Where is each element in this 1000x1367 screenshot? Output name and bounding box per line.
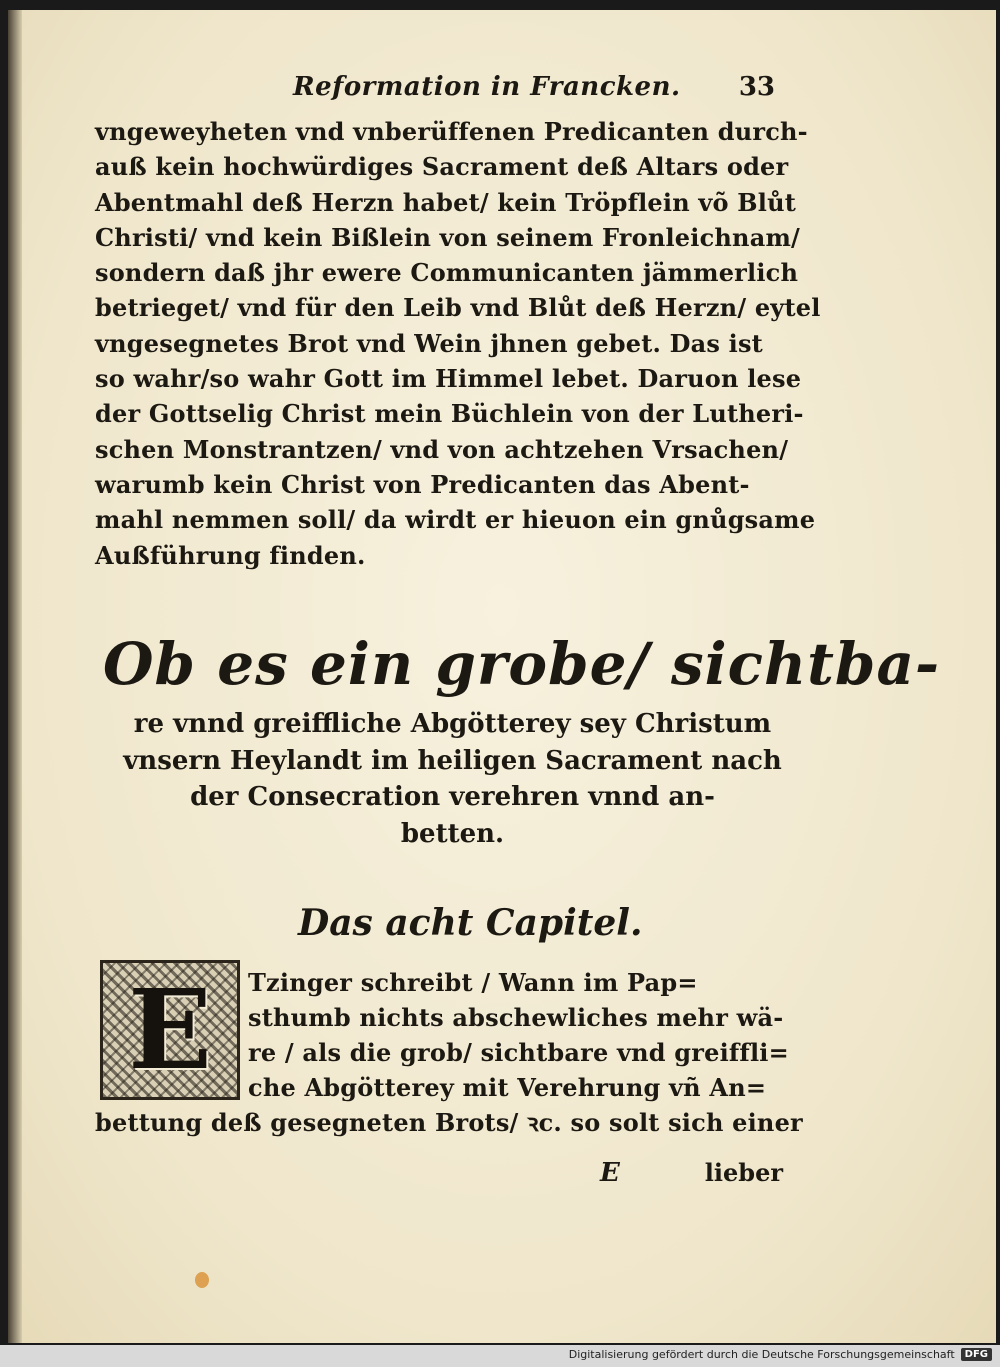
- heading-line: vnsern Heylandt im heiligen Sacrament nach: [123, 745, 782, 776]
- text-line: schen Monstrantzen/ vnd von achtzehen Vrsachen/: [95, 434, 789, 464]
- credit-text: Digitalisierung gefördert durch die Deutsche Forschungsgemeinschaft: [568, 1348, 955, 1361]
- section-heading: [95, 622, 941, 852]
- book-page: [8, 10, 996, 1343]
- text-line: mahl nemmen soll/ da wirdt er hieuon ein gnůgsame: [95, 505, 816, 535]
- chapter-paragraph: [248, 965, 808, 1105]
- text-line: re / als die grob/ sichtbare vnd greiffli=: [248, 1038, 789, 1067]
- body-paragraph: [95, 114, 821, 573]
- text-line: auß kein hochwürdiges Sacrament deß Altars oder: [95, 152, 789, 182]
- text-line: Außführung finden.: [95, 540, 366, 570]
- page-number: 33: [738, 72, 775, 102]
- text-line: Abentmahl deß Herzn habet/ kein Tröpflein võ Blůt: [95, 187, 797, 217]
- page-gutter: [8, 10, 22, 1343]
- text-line: vngesegnetes Brot vnd Wein jhnen gebet. Das ist: [95, 328, 763, 358]
- page-footer-line: [95, 1158, 795, 1198]
- running-head: Reformation in Francken.: [293, 72, 681, 102]
- signature-mark: E: [600, 1158, 620, 1188]
- funding-credit: [569, 1348, 992, 1361]
- text-line: betrieget/ vnd für den Leib vnd Blůt deß Herzn/ eytel: [95, 293, 821, 323]
- text-line: sthumb nichts abschewliches mehr wä-: [248, 1003, 784, 1032]
- heading-line: re vnnd greiffliche Abgötterey sey Christum: [133, 709, 772, 739]
- heading-large-line: Ob es ein grobe/ sichtba-: [103, 630, 941, 698]
- chapter-title: Das acht Capitel.: [298, 902, 643, 944]
- text-line: vngeweyheten vnd vnberüffenen Predicanten durch-: [95, 117, 808, 146]
- chapter-paragraph-continued: [95, 1105, 810, 1140]
- paper-stain: [195, 1272, 209, 1288]
- initial-letter: E: [128, 965, 212, 1094]
- heading-line: betten.: [400, 818, 505, 849]
- heading-line: der Consecration verehren vnnd an-: [190, 782, 715, 812]
- catchword: lieber: [704, 1158, 783, 1187]
- text-line: Tzinger schreibt / Wann im Pap=: [248, 968, 698, 997]
- viewer-footer: [0, 1345, 1000, 1367]
- text-line: Christi/ vnd kein Bißlein von seinem Fronleichnam/: [95, 222, 801, 252]
- text-line: che Abgötterey mit Verehrung vñ An=: [248, 1073, 767, 1102]
- text-line: bettung deß gesegneten Brots/ ꝛc. so solt sich einer: [95, 1108, 803, 1137]
- text-line: warumb kein Christ von Predicanten das Abent-: [95, 469, 750, 499]
- page-header: [293, 72, 803, 108]
- dfg-logo: DFG: [961, 1348, 992, 1361]
- text-line: so wahr/so wahr Gott im Himmel lebet. Daruon lese: [95, 364, 802, 394]
- decorated-initial: [100, 960, 240, 1100]
- text-line: sondern daß jhr ewere Communicanten jämmerlich: [95, 258, 799, 288]
- text-line: der Gottselig Christ mein Büchlein von der Lutheri-: [95, 399, 804, 429]
